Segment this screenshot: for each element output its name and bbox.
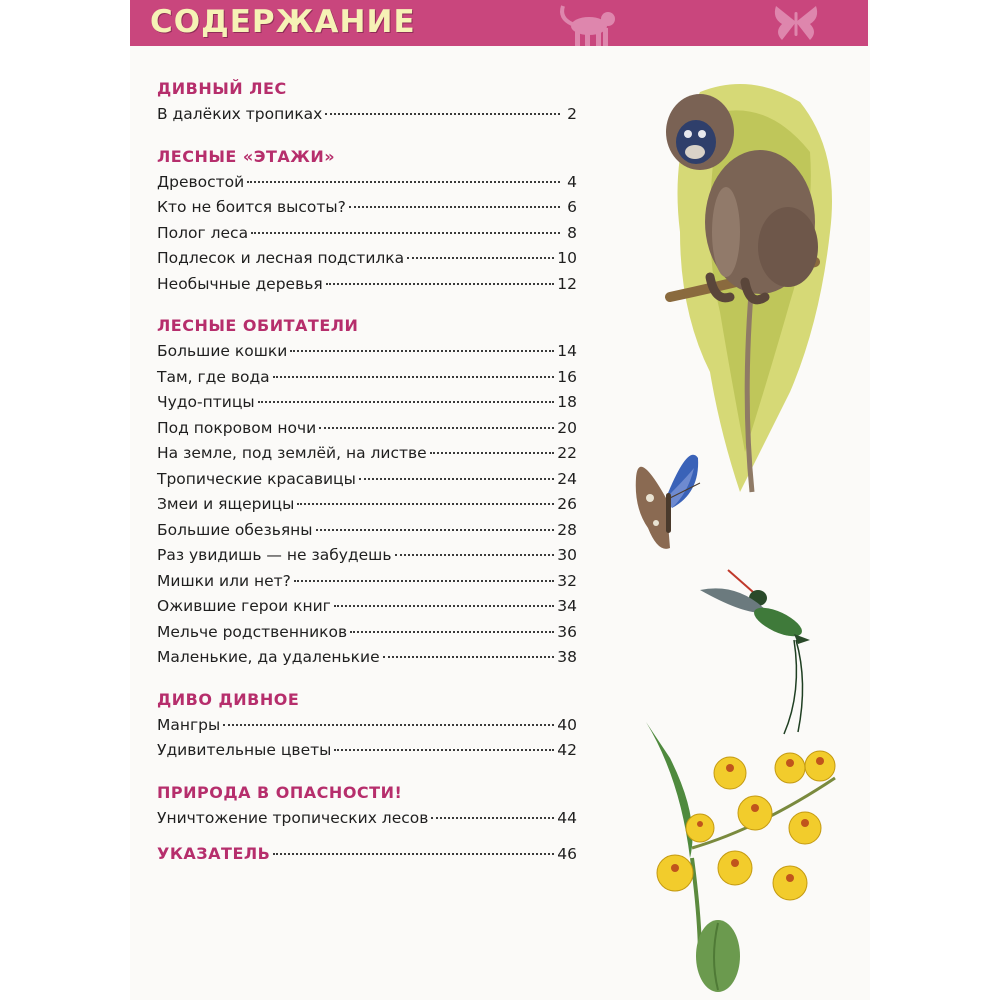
entry-page: 6 (567, 198, 577, 216)
toc-entry[interactable] (157, 102, 577, 128)
section-heading[interactable]: ДИВО ДИВНОЕ (157, 689, 300, 709)
entry-page: 36 (557, 622, 577, 641)
toc-entry[interactable] (157, 594, 577, 620)
dot-leader (395, 554, 555, 556)
entry-label: Древостой (157, 172, 245, 191)
toc-entry[interactable] (157, 467, 577, 493)
entry-label: Необычные деревья (157, 274, 323, 293)
dot-leader (294, 580, 554, 582)
entry-label: Удивительные цветы (157, 741, 332, 759)
entry-label: Там, где вода (157, 367, 270, 386)
toc-entry[interactable] (157, 170, 577, 196)
entry-page: 8 (567, 223, 577, 242)
dot-leader (350, 631, 554, 633)
toc-entry[interactable] (157, 272, 577, 298)
butterfly-illustration (628, 438, 708, 563)
monkey-silhouette-icon (555, 4, 625, 46)
entry-page: 24 (557, 469, 577, 488)
entry-page: 30 (557, 546, 577, 564)
index-entry[interactable] (157, 841, 577, 867)
section-heading[interactable]: ЛЕСНЫЕ «ЭТАЖИ» (157, 146, 336, 166)
toc-entry[interactable] (157, 390, 577, 416)
section-heading[interactable]: ЛЕСНЫЕ ОБИТАТЕЛИ (157, 316, 359, 335)
dot-leader (349, 206, 560, 208)
entry-label: Мишки или нет? (157, 571, 291, 590)
toc-entry[interactable] (157, 738, 577, 764)
dot-leader (316, 529, 555, 531)
dot-leader (325, 113, 560, 115)
dot-leader (273, 376, 555, 378)
entry-label: Ожившие герои книг (157, 597, 331, 615)
toc-entry[interactable] (157, 441, 577, 467)
toc-section (157, 687, 577, 764)
dot-leader (273, 853, 554, 855)
entry-page: 12 (557, 274, 577, 293)
entry-label: Мельче родственников (157, 622, 348, 641)
toc-entry[interactable] (157, 221, 577, 247)
entry-label: Мангры (157, 715, 221, 734)
entry-page: 34 (557, 597, 577, 615)
entry-page: 26 (557, 495, 577, 513)
toc-entry[interactable] (157, 246, 577, 272)
entry-label: Змеи и ящерицы (157, 495, 295, 513)
dot-leader (223, 724, 554, 726)
section-heading[interactable]: ДИВНЫЙ ЛЕС (157, 79, 287, 98)
toc-entry[interactable] (157, 569, 577, 595)
entry-label: На земле, под землёй, на листве (157, 444, 427, 462)
dot-leader (431, 817, 554, 819)
entry-label: Уничтожение тропических лесов (157, 808, 429, 827)
toc-entry[interactable] (157, 543, 577, 569)
toc-section (157, 780, 577, 832)
entry-page: 20 (557, 418, 577, 437)
toc-entry[interactable] (157, 365, 577, 391)
entry-label: В далёких тропиках (157, 105, 323, 123)
entry-label: Большие обезьяны (157, 520, 313, 539)
toc-entry[interactable] (157, 492, 577, 518)
dot-leader (334, 605, 554, 607)
entry-label: Тропические красавицы (157, 469, 356, 488)
dot-leader (407, 257, 554, 259)
entry-page: 22 (557, 444, 577, 462)
entry-page: 38 (557, 648, 577, 666)
entry-page: 2 (567, 105, 577, 123)
entry-page: 40 (557, 715, 577, 734)
entry-page: 42 (557, 741, 577, 759)
entry-page: 32 (557, 571, 577, 590)
entry-label: Полог леса (157, 223, 249, 242)
toc-entry[interactable] (157, 339, 577, 365)
orchid-illustration (640, 718, 855, 996)
entry-page: 16 (557, 367, 577, 386)
entry-label: Кто не боится высоты? (157, 198, 346, 216)
dot-leader (430, 452, 555, 454)
toc-entry[interactable] (157, 416, 577, 442)
entry-label: Чудо-птицы (157, 393, 255, 411)
butterfly-silhouette-icon (772, 2, 820, 44)
dot-leader (290, 350, 554, 352)
entry-page: 4 (567, 172, 577, 191)
dot-leader (326, 283, 555, 285)
entry-label: Подлесок и лесная подстилка (157, 249, 405, 267)
entry-page: 10 (557, 249, 577, 267)
table-of-contents (157, 76, 577, 867)
page-title: СОДЕРЖАНИЕ (150, 4, 416, 40)
dot-leader (251, 232, 560, 234)
dot-leader (319, 427, 554, 429)
entry-label: Под покровом ночи (157, 418, 317, 437)
entry-label: Маленькие, да удаленькие (157, 648, 380, 666)
toc-section (157, 144, 577, 298)
entry-page: 28 (557, 520, 577, 539)
hummingbird-illustration (698, 562, 818, 737)
entry-label: Большие кошки (157, 342, 288, 360)
index-heading: УКАЗАТЕЛЬ (157, 844, 271, 863)
toc-section (157, 76, 577, 128)
dot-leader (297, 503, 554, 505)
toc-entry[interactable] (157, 620, 577, 646)
toc-entry[interactable] (157, 518, 577, 544)
section-heading[interactable]: ПРИРОДА В ОПАСНОСТИ! (157, 782, 403, 802)
toc-section (157, 313, 577, 671)
toc-entry[interactable] (157, 713, 577, 739)
toc-entry[interactable] (157, 195, 577, 221)
toc-entry[interactable] (157, 645, 577, 671)
entry-page: 44 (557, 808, 577, 827)
toc-entry[interactable] (157, 806, 577, 832)
dot-leader (334, 749, 554, 751)
entry-page: 14 (557, 342, 577, 360)
dot-leader (359, 478, 554, 480)
entry-label: Раз увидишь — не забудешь (157, 546, 392, 564)
dot-leader (258, 401, 555, 403)
index-page: 46 (557, 845, 577, 863)
entry-page: 18 (557, 393, 577, 411)
dot-leader (247, 181, 560, 183)
dot-leader (383, 656, 555, 658)
